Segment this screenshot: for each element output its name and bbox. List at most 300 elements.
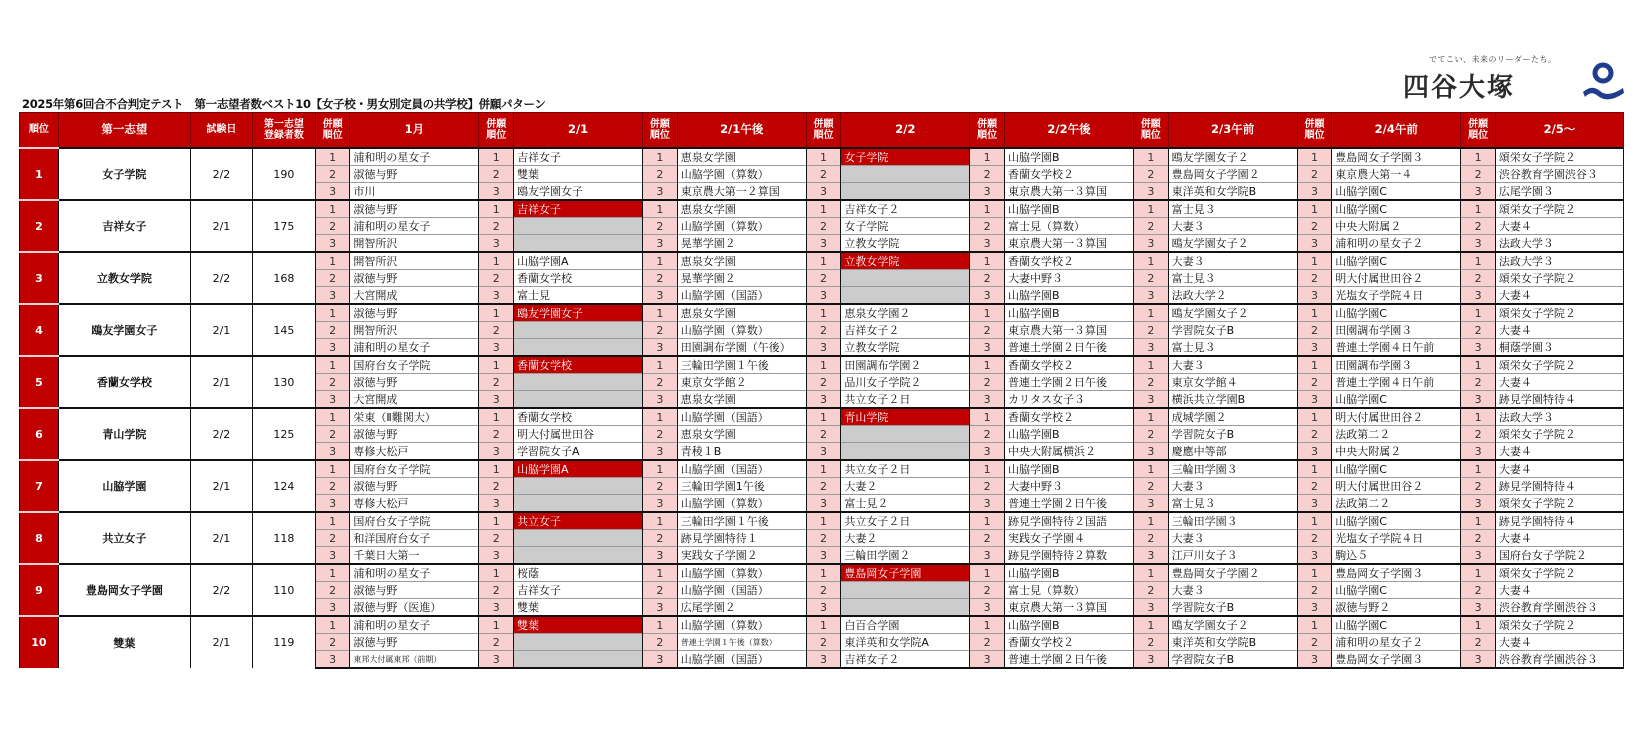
combination-school: 鴎友学園女子２ — [1168, 616, 1297, 634]
priority-number: 3 — [643, 391, 678, 409]
combination-school: 山脇学園B — [1004, 287, 1133, 305]
priority-number: 2 — [970, 374, 1005, 391]
combination-school — [841, 426, 970, 443]
combination-school: 東京農大第一３算国 — [1004, 599, 1133, 617]
combination-school: 雙葉 — [514, 166, 643, 183]
combination-school: 山脇学園B — [1004, 426, 1133, 443]
combination-school: 跡見学園特待２算数 — [1004, 547, 1133, 565]
priority-number: 3 — [1461, 599, 1496, 617]
priority-number: 3 — [806, 495, 841, 513]
combination-school: 光塩女子学院４日 — [1332, 287, 1461, 305]
priority-number: 1 — [1297, 200, 1332, 218]
priority-number: 2 — [1461, 270, 1496, 287]
priority-number: 1 — [1134, 200, 1169, 218]
combination-school: 大妻４ — [1495, 374, 1623, 391]
first-choice-school: 山脇学園 — [58, 460, 190, 512]
priority-number: 3 — [315, 235, 350, 253]
combination-school: 千葉日大第一 — [350, 547, 479, 565]
priority-number: 1 — [1134, 512, 1169, 530]
combination-school: 吉祥女子 — [514, 148, 643, 166]
first-choice-highlight: 雙葉 — [514, 616, 643, 634]
priority-number: 3 — [1297, 495, 1332, 513]
combination-school: 頌栄女子学院２ — [1495, 564, 1623, 582]
combination-school: 普連土学園２日午後 — [1004, 374, 1133, 391]
first-choice-highlight: 共立女子 — [514, 512, 643, 530]
priority-number: 1 — [806, 252, 841, 270]
combination-school: 大宮開成 — [350, 391, 479, 409]
exam-date: 2/1 — [190, 512, 252, 564]
priority-number: 1 — [1297, 616, 1332, 634]
priority-number: 1 — [1297, 252, 1332, 270]
priority-number: 2 — [643, 218, 678, 235]
priority-number: 2 — [1134, 270, 1169, 287]
combination-school: 晃華学園２ — [677, 270, 806, 287]
registrant-count: 119 — [252, 616, 315, 668]
priority-number: 3 — [643, 287, 678, 305]
combination-school: 山脇学園C — [1332, 460, 1461, 478]
priority-number: 1 — [970, 200, 1005, 218]
priority-number: 2 — [1134, 530, 1169, 547]
priority-number: 3 — [1461, 235, 1496, 253]
combination-school: 大妻３ — [1168, 582, 1297, 599]
exam-date: 2/1 — [190, 616, 252, 668]
priority-number: 3 — [970, 287, 1005, 305]
combination-school: 普連土学園２日午後 — [1004, 651, 1133, 669]
priority-number: 2 — [315, 478, 350, 495]
combination-school: 山脇学園（算数） — [677, 495, 806, 513]
combination-school: 淑徳与野 — [350, 634, 479, 651]
header-priority: 併願 順位 — [1461, 113, 1496, 149]
priority-number: 1 — [970, 512, 1005, 530]
combination-school: 開智所沢 — [350, 235, 479, 253]
combination-school: 大妻４ — [1495, 634, 1623, 651]
priority-number: 2 — [806, 530, 841, 547]
header-period: 2/1 — [514, 113, 643, 149]
combination-school: 専修大松戸 — [350, 495, 479, 513]
brand-name: 四谷大塚 — [1403, 73, 1516, 103]
first-choice-highlight: 豊島岡女子学園 — [841, 564, 970, 582]
rank-cell: 5 — [20, 356, 59, 408]
combination-school: 豊島岡女子学園３ — [1332, 564, 1461, 582]
registrant-count: 110 — [252, 564, 315, 616]
priority-number: 1 — [1134, 356, 1169, 374]
header-count: 第一志望 登録者数 — [252, 113, 315, 149]
combination-school — [514, 530, 643, 547]
combination-school: 中央大附属２ — [1332, 443, 1461, 461]
priority-number: 2 — [315, 426, 350, 443]
combination-school: 淑徳与野 — [350, 478, 479, 495]
combination-school: 跡見学園特待４ — [1495, 391, 1623, 409]
combination-school: 跡見学園特待４ — [1495, 512, 1623, 530]
combination-school: 淑徳与野 — [350, 374, 479, 391]
rank-cell: 4 — [20, 304, 59, 356]
header-exam-date: 試験日 — [190, 113, 252, 149]
combination-school: 山脇学園B — [1004, 304, 1133, 322]
combination-school: 渋谷教育学園渋谷３ — [1495, 651, 1623, 669]
priority-number: 3 — [479, 495, 514, 513]
priority-number: 2 — [315, 322, 350, 339]
table-row — [20, 148, 1624, 166]
combination-school: 大妻中野３ — [1004, 270, 1133, 287]
priority-number: 1 — [806, 304, 841, 322]
priority-number: 3 — [315, 547, 350, 565]
combination-school: 浦和明の星女子 — [350, 148, 479, 166]
priority-number: 3 — [1297, 651, 1332, 669]
combination-school: 東京農大第一３算国 — [1004, 322, 1133, 339]
combination-school: 富士見（算数） — [1004, 582, 1133, 599]
priority-number: 2 — [479, 530, 514, 547]
combination-school: 山脇学園（国語） — [677, 408, 806, 426]
priority-number: 3 — [1134, 495, 1169, 513]
combination-school: 豊島岡女子学園２ — [1168, 564, 1297, 582]
combination-school: 普連土学園１午後（算数） — [677, 634, 806, 651]
combination-school: 普連土学園２日午後 — [1004, 339, 1133, 357]
priority-number: 2 — [643, 426, 678, 443]
priority-number: 2 — [479, 166, 514, 183]
priority-number: 3 — [970, 391, 1005, 409]
combination-school: 東京女学館２ — [677, 374, 806, 391]
combination-school: 三輪田学園１午後 — [677, 512, 806, 530]
combination-school: 光塩女子学院４日 — [1332, 530, 1461, 547]
priority-number: 2 — [315, 582, 350, 599]
combination-school: 慶應中等部 — [1168, 443, 1297, 461]
combination-school: 大妻２ — [841, 530, 970, 547]
header-period: 2/2 — [841, 113, 970, 149]
priority-number: 1 — [643, 460, 678, 478]
combination-school: 淑徳与野 — [350, 426, 479, 443]
priority-number: 1 — [315, 512, 350, 530]
priority-number: 2 — [806, 426, 841, 443]
priority-number: 2 — [479, 270, 514, 287]
combination-school: 山脇学園C — [1332, 391, 1461, 409]
priority-number: 3 — [643, 235, 678, 253]
combination-school: 桜蔭 — [514, 564, 643, 582]
priority-number: 1 — [1297, 460, 1332, 478]
priority-number: 1 — [315, 252, 350, 270]
priority-number: 3 — [970, 183, 1005, 201]
combination-school: 富士見２ — [841, 495, 970, 513]
priority-number: 1 — [479, 512, 514, 530]
combination-school: 山脇学園C — [1332, 512, 1461, 530]
combination-school: 開智所沢 — [350, 252, 479, 270]
priority-number: 2 — [970, 426, 1005, 443]
priority-number: 2 — [1461, 426, 1496, 443]
priority-number: 1 — [970, 356, 1005, 374]
combination-school: 国府台女子学院 — [350, 460, 479, 478]
combination-school: 雙葉 — [514, 599, 643, 617]
combination-school: 恵泉女学園 — [677, 200, 806, 218]
combination-school: 山脇学園B — [1004, 616, 1133, 634]
combination-school: 富士見３ — [1168, 339, 1297, 357]
combination-school: 鴎友学園女子２ — [1168, 235, 1297, 253]
combination-school: 恵泉女学園 — [677, 148, 806, 166]
priority-number: 3 — [1297, 599, 1332, 617]
first-choice-school: 立教女学院 — [58, 252, 190, 304]
priority-number: 1 — [479, 304, 514, 322]
priority-number: 2 — [479, 582, 514, 599]
header-priority: 併願 順位 — [479, 113, 514, 149]
header-period: 1月 — [350, 113, 479, 149]
combination-school: 浦和明の星女子 — [350, 616, 479, 634]
first-choice-highlight: 立教女学院 — [841, 252, 970, 270]
combination-school: 山脇学園（算数） — [677, 166, 806, 183]
priority-number: 2 — [643, 582, 678, 599]
combination-table — [19, 112, 1624, 669]
combination-school: 栄東（Ⅱ難関大） — [350, 408, 479, 426]
combination-school: 三輪田学園1午後 — [677, 478, 806, 495]
combination-school: 山脇学園B — [1004, 564, 1133, 582]
first-choice-school: 青山学院 — [58, 408, 190, 460]
priority-number: 3 — [643, 599, 678, 617]
priority-number: 1 — [315, 200, 350, 218]
priority-number: 1 — [1297, 512, 1332, 530]
combination-school: 明大付属世田谷２ — [1332, 408, 1461, 426]
priority-number: 3 — [315, 339, 350, 357]
brand-logo — [1403, 54, 1625, 104]
priority-number: 2 — [806, 166, 841, 183]
priority-number: 2 — [315, 530, 350, 547]
combination-school: 富士見３ — [1168, 495, 1297, 513]
priority-number: 1 — [1297, 148, 1332, 166]
priority-number: 3 — [479, 547, 514, 565]
priority-number: 1 — [970, 148, 1005, 166]
priority-number: 3 — [970, 495, 1005, 513]
registrant-count: 175 — [252, 200, 315, 252]
priority-number: 1 — [806, 460, 841, 478]
priority-number: 3 — [1134, 599, 1169, 617]
combination-school: 恵泉女学園 — [677, 426, 806, 443]
priority-number: 3 — [479, 599, 514, 617]
priority-number: 2 — [1134, 374, 1169, 391]
priority-number: 1 — [643, 512, 678, 530]
priority-number: 2 — [1134, 634, 1169, 651]
priority-number: 3 — [479, 183, 514, 201]
priority-number: 1 — [806, 356, 841, 374]
priority-number: 1 — [643, 252, 678, 270]
priority-number: 2 — [643, 166, 678, 183]
combination-school: 頌栄女子学院２ — [1495, 200, 1623, 218]
priority-number: 3 — [1134, 287, 1169, 305]
combination-school: 田園調布学園（午後） — [677, 339, 806, 357]
combination-school: 三輪田学園３ — [1168, 460, 1297, 478]
exam-date: 2/1 — [190, 356, 252, 408]
rank-cell: 8 — [20, 512, 59, 564]
combination-school — [841, 599, 970, 617]
priority-number: 2 — [1461, 634, 1496, 651]
combination-school: 山脇学園C — [1332, 582, 1461, 599]
combination-school: 跡見学園特待４ — [1495, 478, 1623, 495]
combination-school: 恵泉女学園 — [677, 391, 806, 409]
priority-number: 1 — [479, 616, 514, 634]
priority-number: 1 — [643, 356, 678, 374]
priority-number: 3 — [1461, 547, 1496, 565]
combination-school: 明大付属世田谷２ — [1332, 478, 1461, 495]
combination-school: 渋谷教育学園渋谷３ — [1495, 599, 1623, 617]
priority-number: 2 — [479, 478, 514, 495]
priority-number: 3 — [315, 391, 350, 409]
header-period: 2/4午前 — [1332, 113, 1461, 149]
header-period: 2/3午前 — [1168, 113, 1297, 149]
combination-school: 立教女学院 — [841, 339, 970, 357]
priority-number: 1 — [1297, 564, 1332, 582]
priority-number: 3 — [1461, 495, 1496, 513]
priority-number: 1 — [806, 200, 841, 218]
priority-number: 3 — [479, 443, 514, 461]
priority-number: 2 — [479, 634, 514, 651]
combination-school: 東邦大付属東邦（前期） — [350, 651, 479, 669]
table-row — [20, 408, 1624, 426]
header-row — [20, 113, 1624, 149]
priority-number: 1 — [970, 460, 1005, 478]
header-priority: 併願 順位 — [315, 113, 350, 149]
combination-school: 鴎友学園女子２ — [1168, 304, 1297, 322]
priority-number: 1 — [1461, 564, 1496, 582]
combination-school: 横浜共立学園B — [1168, 391, 1297, 409]
combination-school — [841, 166, 970, 183]
combination-school: 鴎友学園女子２ — [1168, 148, 1297, 166]
priority-number: 3 — [1297, 547, 1332, 565]
combination-school: 専修大松戸 — [350, 443, 479, 461]
priority-number: 3 — [1297, 391, 1332, 409]
combination-school: 田園調布学園３ — [1332, 356, 1461, 374]
header-period: 2/5～ — [1495, 113, 1623, 149]
priority-number: 3 — [315, 183, 350, 201]
first-choice-school: 香蘭女学校 — [58, 356, 190, 408]
combination-school — [841, 443, 970, 461]
priority-number: 3 — [1297, 235, 1332, 253]
priority-number: 1 — [806, 512, 841, 530]
combination-school: 香蘭女学校２ — [1004, 252, 1133, 270]
combination-school: 法政大学３ — [1495, 408, 1623, 426]
priority-number: 2 — [970, 270, 1005, 287]
registrant-count: 190 — [252, 148, 315, 200]
priority-number: 2 — [970, 478, 1005, 495]
header-period: 2/1午後 — [677, 113, 806, 149]
priority-number: 1 — [1134, 252, 1169, 270]
page-title: 2025年第6回合不合判定テスト 第一志望者数ベスト10【女子校・男女別定員の共学校】併願パターン — [22, 97, 546, 111]
combination-school: 三輪田学園３ — [1168, 512, 1297, 530]
combination-school — [841, 183, 970, 201]
priority-number: 2 — [806, 634, 841, 651]
combination-school: 法政第二２ — [1332, 495, 1461, 513]
registrant-count: 168 — [252, 252, 315, 304]
priority-number: 1 — [1134, 564, 1169, 582]
combination-school: 山脇学園B — [1004, 460, 1133, 478]
priority-number: 3 — [643, 547, 678, 565]
first-choice-school: 雙葉 — [58, 616, 190, 668]
combination-school: 山脇学園（国語） — [677, 460, 806, 478]
table-row — [20, 460, 1624, 478]
priority-number: 1 — [315, 304, 350, 322]
exam-date: 2/2 — [190, 564, 252, 616]
combination-school: 共立女子２日 — [841, 460, 970, 478]
priority-number: 1 — [1461, 356, 1496, 374]
priority-number: 2 — [970, 166, 1005, 183]
priority-number: 1 — [479, 408, 514, 426]
combination-school: 大妻３ — [1168, 530, 1297, 547]
priority-number: 1 — [970, 564, 1005, 582]
combination-school: 大妻４ — [1495, 218, 1623, 235]
combination-school: 淑徳与野 — [350, 304, 479, 322]
priority-number: 3 — [1134, 391, 1169, 409]
combination-school: 香蘭女学校２ — [1004, 166, 1133, 183]
combination-school — [514, 495, 643, 513]
priority-number: 2 — [643, 374, 678, 391]
priority-number: 1 — [479, 200, 514, 218]
priority-number: 1 — [1461, 252, 1496, 270]
combination-school: 山脇学園（国語） — [677, 582, 806, 599]
combination-school: 東京女学館４ — [1168, 374, 1297, 391]
priority-number: 2 — [806, 322, 841, 339]
combination-school: 駒込５ — [1332, 547, 1461, 565]
priority-number: 2 — [1134, 478, 1169, 495]
priority-number: 1 — [1461, 408, 1496, 426]
combination-school: 普連土学園４日午前 — [1332, 339, 1461, 357]
combination-school: 東京農大第一３算国 — [1004, 235, 1133, 253]
combination-school: 江戸川女子３ — [1168, 547, 1297, 565]
priority-number: 3 — [643, 651, 678, 669]
combination-school: 東京農大第一２算国 — [677, 183, 806, 201]
table-row — [20, 200, 1624, 218]
priority-number: 1 — [1461, 304, 1496, 322]
first-choice-highlight: 青山学院 — [841, 408, 970, 426]
combination-school: 吉祥女子２ — [841, 200, 970, 218]
priority-number: 1 — [970, 408, 1005, 426]
table-row — [20, 512, 1624, 530]
priority-number: 1 — [643, 148, 678, 166]
priority-number: 1 — [315, 408, 350, 426]
priority-number: 3 — [1134, 183, 1169, 201]
priority-number: 1 — [1297, 304, 1332, 322]
priority-number: 1 — [315, 356, 350, 374]
combination-school: 成城学園２ — [1168, 408, 1297, 426]
exam-date: 2/2 — [190, 148, 252, 200]
priority-number: 2 — [643, 530, 678, 547]
priority-number: 2 — [1461, 478, 1496, 495]
priority-number: 2 — [1297, 478, 1332, 495]
combination-school: 女子学院 — [841, 218, 970, 235]
priority-number: 3 — [970, 547, 1005, 565]
combination-school: 普連土学園２日午後 — [1004, 495, 1133, 513]
priority-number: 2 — [1461, 582, 1496, 599]
priority-number: 3 — [643, 339, 678, 357]
combination-school: 三輪田学園１午後 — [677, 356, 806, 374]
combination-school: 学習院女子B — [1168, 322, 1297, 339]
priority-number: 1 — [970, 252, 1005, 270]
combination-school: 香蘭女学校 — [514, 408, 643, 426]
priority-number: 1 — [479, 252, 514, 270]
priority-number: 2 — [315, 634, 350, 651]
priority-number: 1 — [970, 616, 1005, 634]
combination-school — [514, 651, 643, 669]
priority-number: 3 — [806, 599, 841, 617]
priority-number: 2 — [1297, 374, 1332, 391]
combination-school: 山脇学園C — [1332, 200, 1461, 218]
table-row — [20, 564, 1624, 582]
combination-school: 淑徳与野２ — [1332, 599, 1461, 617]
combination-school: 法政第二２ — [1332, 426, 1461, 443]
combination-school: 法政大学３ — [1495, 252, 1623, 270]
priority-number: 1 — [1297, 356, 1332, 374]
priority-number: 3 — [1297, 443, 1332, 461]
header-priority: 併願 順位 — [1134, 113, 1169, 149]
combination-school — [514, 391, 643, 409]
combination-school: 青稜１B — [677, 443, 806, 461]
combination-school: 恵泉女学園 — [677, 304, 806, 322]
header-priority: 併願 順位 — [643, 113, 678, 149]
priority-number: 3 — [643, 495, 678, 513]
combination-school: 山脇学園（国語） — [677, 287, 806, 305]
